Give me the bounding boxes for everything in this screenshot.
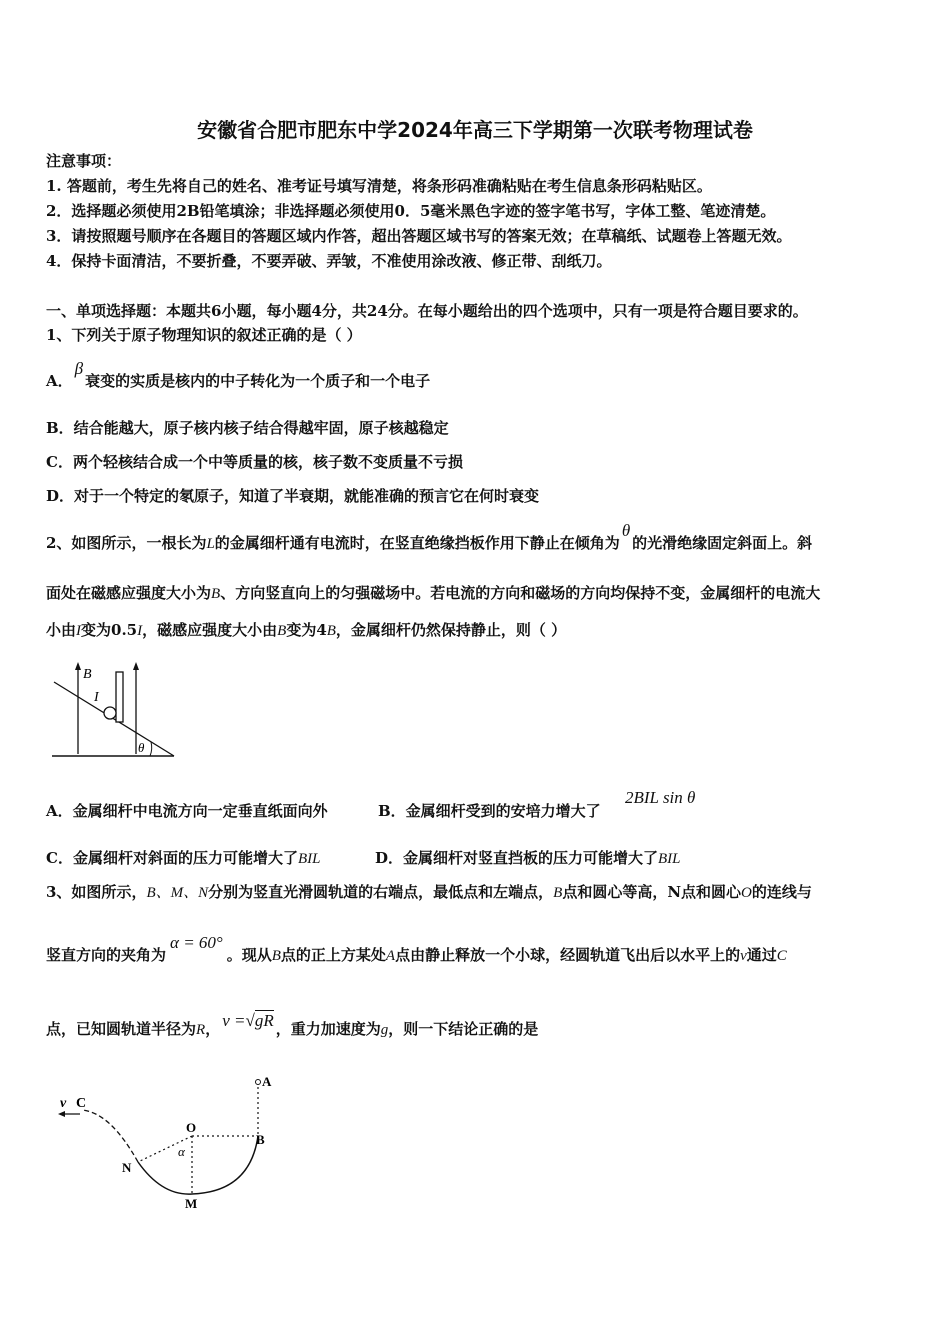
option-text: B．金属细杆受到的安培力增大了 [378,802,601,820]
var-B: B [271,948,281,964]
arrow-left-icon [58,1111,65,1117]
text: 2、如图所示，一根长为 [46,534,207,552]
arrow-up-icon [75,662,81,670]
q2-optB-formula: 2BIL sin θ [625,788,696,807]
notice-heading: 注意事项： [46,152,122,170]
text: 小由 [46,621,77,639]
text: 点的正上方某处 [280,946,386,964]
projectile-path [82,1110,138,1162]
var-v: v [740,948,747,964]
q3-line-2 [46,933,787,966]
beta-symbol: β [74,359,84,378]
option-text: D．金属细杆对竖直挡板的压力可能增大了 [375,849,659,867]
arrow-up-icon [133,662,139,670]
section-heading: 一、单项选择题：本题共6小题，每小题4分，共24分。在每小题给出的四个选项中，只有一项是符合题目要求的。 [46,302,808,320]
notice-item: 4．保持卡面清洁，不要折叠，不要弄破、弄皱，不准使用涂改液、修正带、刮纸刀。 [46,252,612,270]
notice-item: 3．请按照题号顺序在各题目的答题区域内作答，超出答题区域书写的答案无效；在草稿纸、试题卷上答题无效。 [46,227,792,245]
var-A: A [385,948,396,964]
text: 的连线与 [751,883,812,901]
q1-stem: 1、下列关于原子物理知识的叙述正确的是（ ） [46,326,362,344]
notice-item: 2．选择题必须使用2B铅笔填涂；非选择题必须使用0．5毫米黑色字迹的签字笔书写，字体工整、笔迹清楚。 [46,202,776,220]
q2-line-1 [46,521,813,554]
metal-rod [104,707,116,719]
text: 分别为竖直光滑圆轨道的右端点，最低点和左端点， [208,883,554,901]
q1-option-b: B．结合能越大，原子核内核子结合得越牢固，原子核越稳定 [46,419,449,437]
label-alpha: α [178,1144,185,1159]
option-label: A． [46,372,73,390]
var-I: I [76,623,82,639]
text: 、方向竖直向上的匀强磁场中。若电流的方向和磁场的方向均保持不变，金属细杆的电流大 [220,584,821,602]
label-I: I [94,690,99,705]
angle-arc [150,742,152,756]
formula: BIL [297,851,321,867]
text: v = [222,1011,246,1030]
q2-option-a: A．金属细杆中电流方向一定垂直纸面向外 [46,802,328,820]
text: ， [205,1020,221,1038]
var-B: B [211,586,221,602]
text: 点由静止释放一个小球，经圆轨道飞出后以水平上的 [395,946,741,964]
label-v: v [60,1096,67,1111]
q2-option-c [46,848,320,869]
q2-figure [50,660,180,760]
q1-option-c: C．两个轻核结合成一个中等质量的核，核子数不变质量不亏损 [46,453,463,471]
text: ，重力加速度为 [275,1020,381,1038]
text: 。现从 [226,946,272,964]
q3-line-1 [46,882,812,903]
var-B: B [326,623,336,639]
option-text: C．金属细杆对斜面的压力可能增大了 [46,849,298,867]
text: 竖直方向的夹角为 [46,946,167,964]
var-B: B [553,885,563,901]
circular-track [138,1136,258,1194]
notice-item: 1. 答题前，考生先将自己的姓名、准考证号填写清楚，将条形码准确粘贴在考生信息条形码粘贴区。 [46,177,712,195]
q2-option-b [378,801,601,821]
label-O: O [186,1120,197,1135]
var-C: C [776,948,787,964]
text: ，磁感应强度大小由 [142,621,278,639]
q2-line-2 [46,583,820,604]
text: 点和圆心等高，N点和圆心 [562,883,742,901]
text: 变为4 [286,621,327,639]
text: 的光滑绝缘固定斜面上。斜 [632,534,813,552]
vars: B、M、N [146,885,209,901]
text: ，则一下结论正确的是 [388,1020,539,1038]
text: 面处在磁感应强度大小为 [46,584,212,602]
var-B: B [277,623,287,639]
point-A [256,1080,261,1085]
formula-alpha: α = 60° [170,933,223,952]
label-M: M [185,1196,198,1211]
baffle-plate [116,672,123,722]
label-B: B [83,667,92,682]
q3-figure [50,1068,290,1218]
page-title: 安徽省合肥市肥东中学2024年高三下学期第一次联考物理试卷 [197,118,753,142]
formula: BIL [658,851,681,867]
label-A: A [262,1074,272,1089]
label-theta: θ [138,740,145,755]
q1-option-a [46,359,431,391]
label-B: B [256,1132,265,1147]
text: 通过 [746,946,777,964]
incline-line [54,682,174,756]
q1-option-d: D．对于一个特定的氡原子，知道了半衰期，就能准确的预言它在何时衰变 [46,487,540,505]
var-R: R [196,1022,206,1038]
var-theta: θ [621,521,631,540]
radicand: gR [254,1011,274,1030]
q3-line-3 [46,1011,539,1040]
var-L: L [206,536,215,552]
q2-option-d [375,848,681,869]
label-C: C [76,1096,87,1111]
text: ，金属细杆仍然保持静止，则（ ） [335,621,567,639]
formula-v: v =√gR [222,1011,274,1030]
text: 变为0.5 [81,621,138,639]
option-text: 衰变的实质是核内的中子转化为一个质子和一个电子 [85,372,431,390]
text: 3、如图所示， [46,883,147,901]
var-I: I [137,623,143,639]
var-O: O [741,885,752,901]
q2-line-3 [46,620,566,641]
var-g: g [380,1022,389,1038]
text: 点，已知圆轨道半径为 [46,1020,197,1038]
label-N: N [122,1160,132,1175]
text: 的金属细杆通有电流时，在竖直绝缘挡板作用下静止在倾角为 [214,534,620,552]
